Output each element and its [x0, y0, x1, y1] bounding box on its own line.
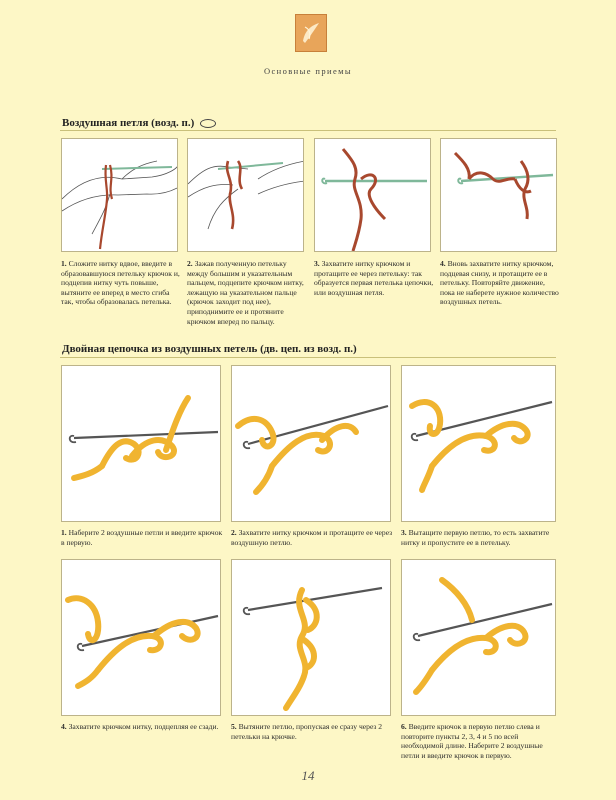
oval-symbol-icon	[200, 119, 216, 128]
caption-step-4: 4. Вновь захватите нитку крючком, подцевая снизу, и протащите ее в петельку. Повторяйте движение, пока не наберете нужное количество воздушных петель.	[440, 259, 559, 307]
caption-double-step-4: 4. Захватите крючком нитку, подцепляя ее сзади.	[61, 722, 219, 731]
caption-double-step-5: 5. Вытяните петлю, пропуская ее сразу через 2 петельки на крючке.	[231, 722, 383, 741]
illustration-step-4	[440, 138, 557, 252]
illustration-step-2	[187, 138, 304, 252]
caption-double-step-6: 6. Введите крючок в первую петлю слева и повторите пункты 2, 3, 4 и 5 по всей необходимой длине. Наберите 2 воздушные петли и введите крючок в первую.	[401, 722, 543, 760]
caption-double-step-1: 1. Наберите 2 воздушные петли и введите крючок в первую.	[61, 528, 223, 547]
section-title-double-chain: Двойная цепочка из воздушных петель (дв. цеп. из возд. п.)	[62, 343, 357, 355]
caption-step-1: 1. Сложите нитку вдвое, введите в образовавшуюся петельку крючок и, подцепив нитку чуть повыше, вытяните ее вперед в место сгиба так, чтобы образовалась петелька.	[61, 259, 180, 307]
caption-step-2: 2. Зажав полученную петельку между большим и указательным пальцем, подцепите крючком нитку, лежащую на указательном пальце (крючок заходит под нее), приподнимите ее и протяните крючком вперед по пальцу.	[187, 259, 304, 326]
divider	[60, 130, 556, 131]
divider	[60, 357, 556, 358]
publisher-logo	[295, 14, 327, 52]
caption-double-step-2: 2. Захватите нитку крючком и протащите ее через воздушную петлю.	[231, 528, 393, 547]
caption-double-step-3: 3. Вытащите первую петлю, то есть захватите нитку и пропустите ее в петельку.	[401, 528, 550, 547]
illustration-double-step-6	[401, 559, 556, 716]
illustration-double-step-4	[61, 559, 221, 716]
page-header: Основные приемы	[263, 66, 353, 76]
section-title-chain: Воздушная петля (возд. п.)	[62, 117, 216, 129]
illustration-double-step-3	[401, 365, 556, 522]
caption-step-3: 3. Захватите нитку крючком и протащите ее через петельку: так образуется первая петелька цепочки, или воздушная петля.	[314, 259, 434, 297]
illustration-step-1	[61, 138, 178, 252]
illustration-double-step-2	[231, 365, 391, 522]
illustration-double-step-1	[61, 365, 221, 522]
illustration-double-step-5	[231, 559, 391, 716]
illustration-step-3	[314, 138, 431, 252]
page-number: 14	[301, 768, 315, 783]
